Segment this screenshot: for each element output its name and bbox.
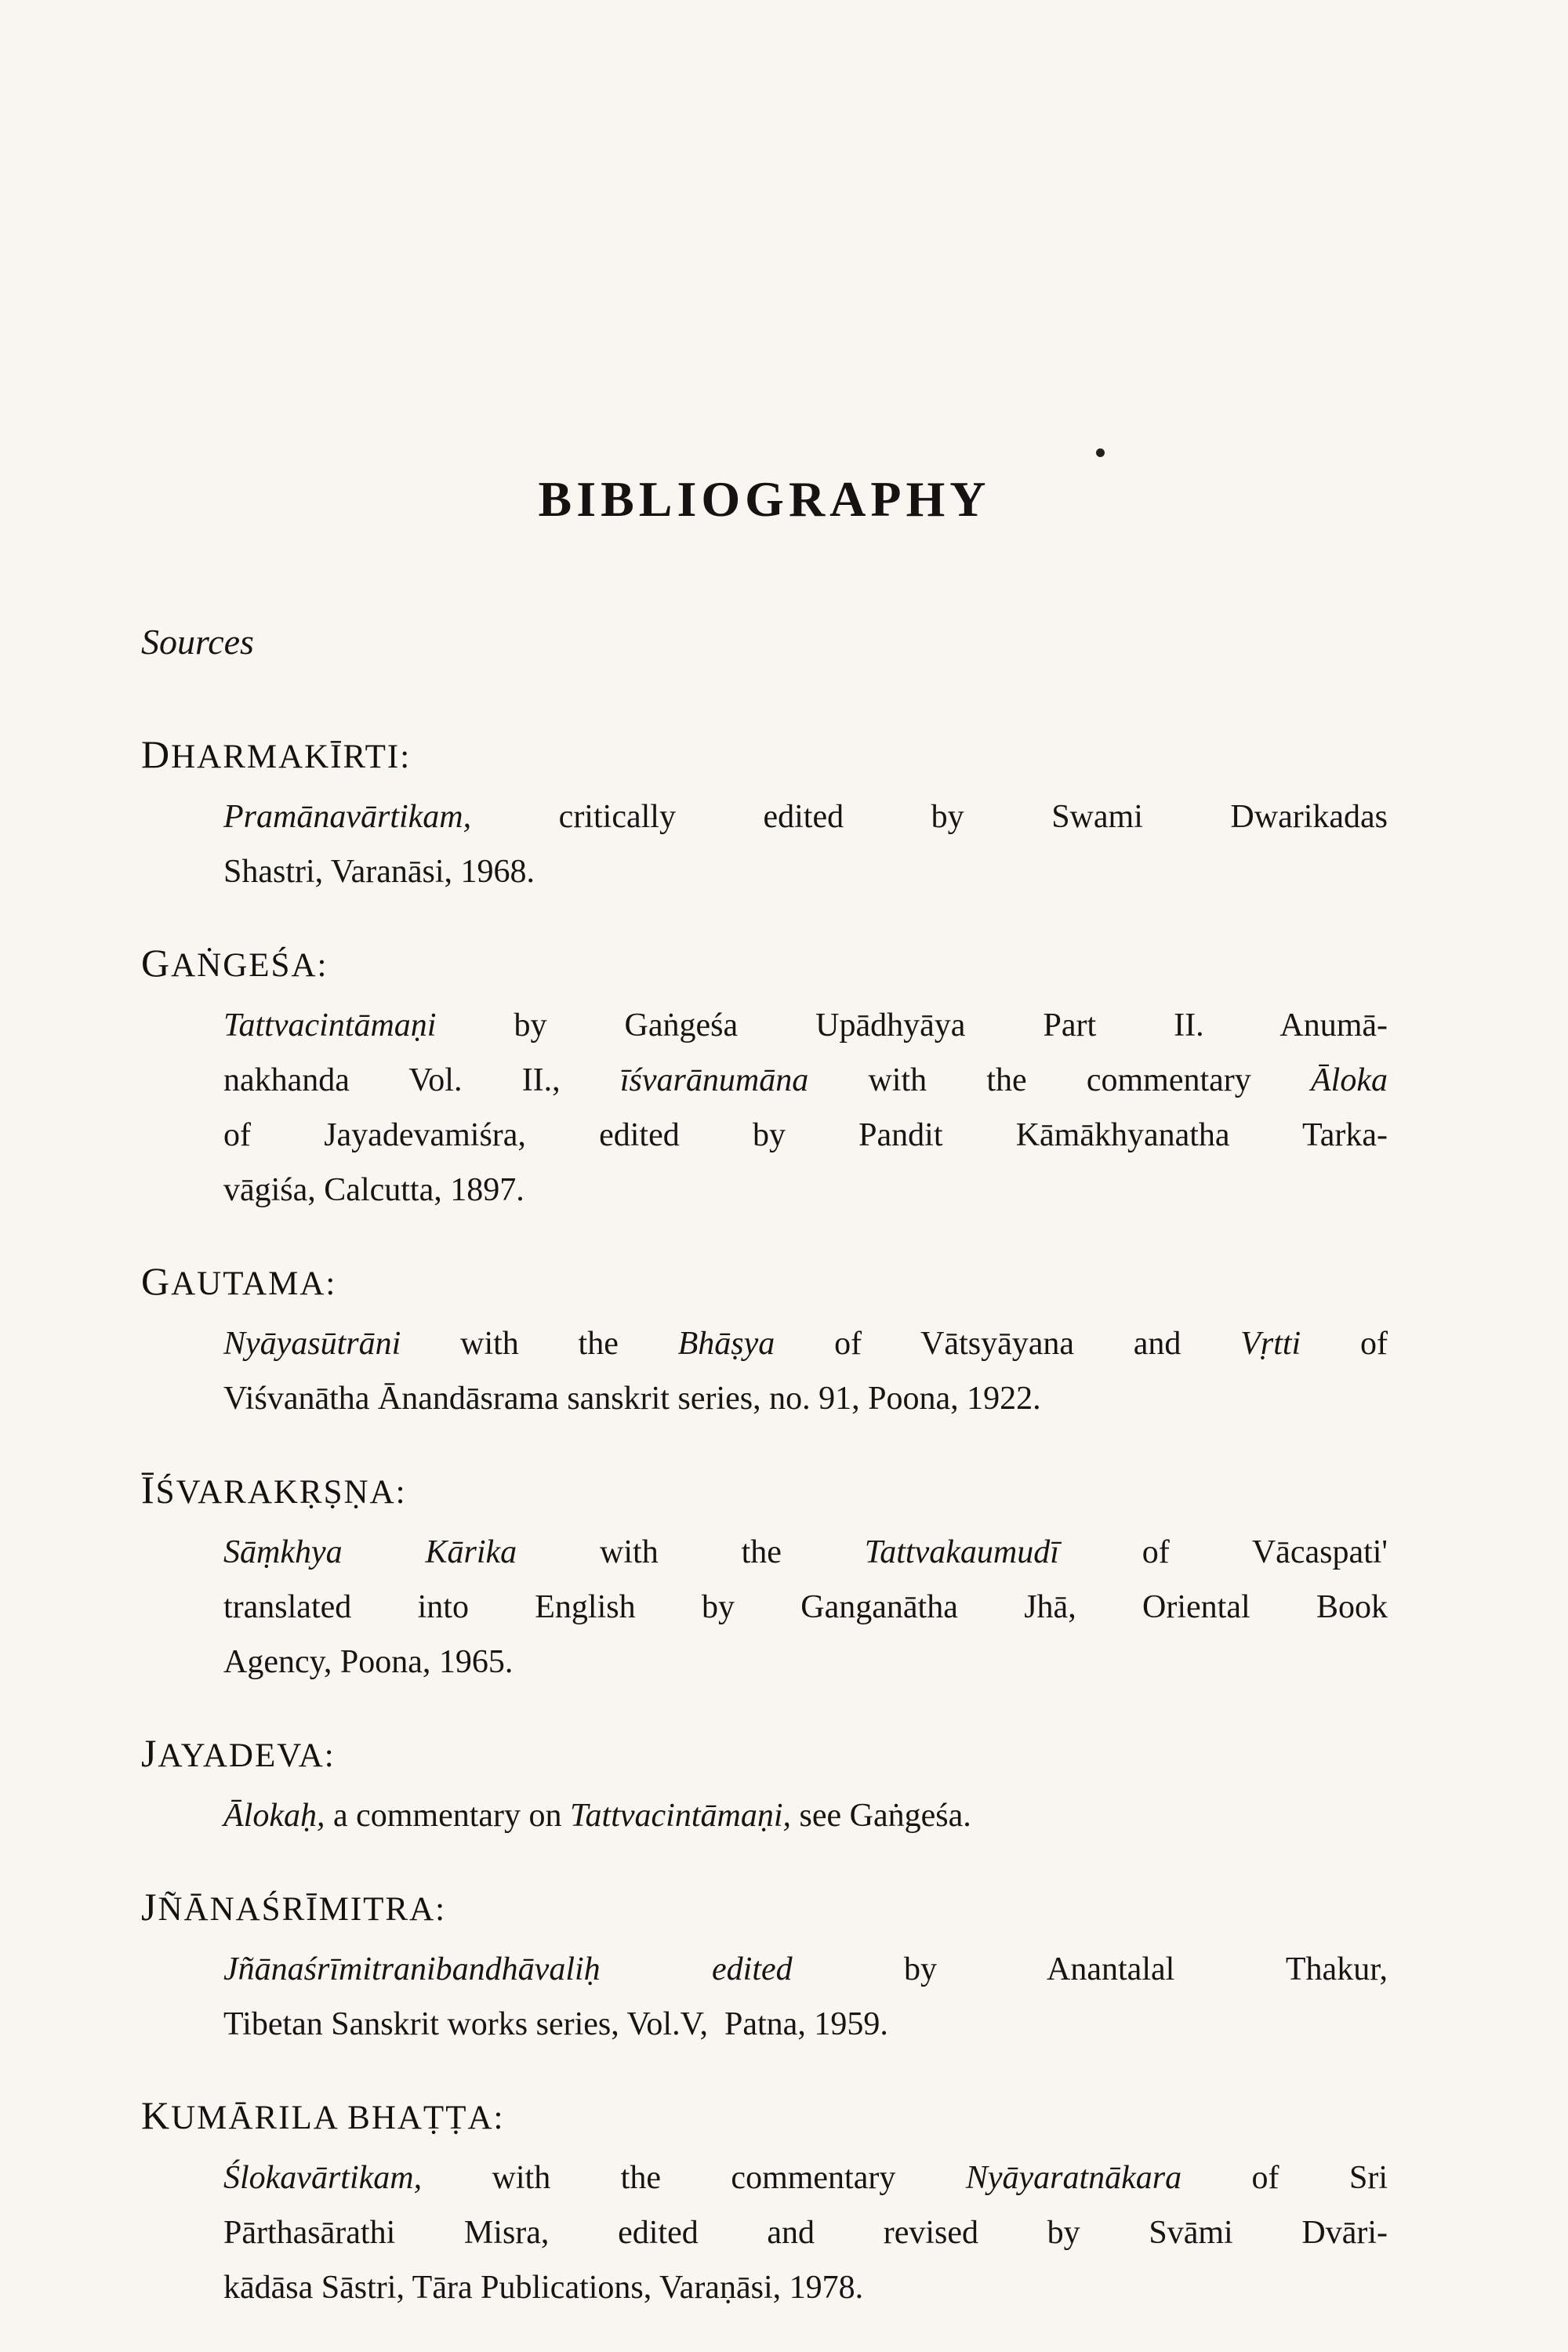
entry-body: [223, 1316, 1388, 1426]
entry-line: Ālokaḥ, a commentary on Tattvacintāmaṇi, see Gaṅgeśa.: [223, 1798, 971, 1834]
bibliography-entry: [141, 731, 1388, 899]
entry-line: nakhanda Vol. II., īśvarānumāna with the commentary Āloka: [223, 1062, 1388, 1098]
entry-line: Agency, Poona, 1965.: [223, 1644, 514, 1680]
entry-line: Tibetan Sanskrit works series, Vol.V, Patna, 1959.: [223, 2006, 888, 2042]
entry-line: kādāsa Sāstri, Tāra Publications, Varaṇāsi, 1978.: [223, 2270, 864, 2306]
page-title: BIBLIOGRAPHY: [538, 471, 991, 527]
entry-line: Jñānaśrīmitranibandhāvaliḥ edited by Anantalal Thakur,: [223, 1951, 1388, 1987]
entry-body: [223, 998, 1388, 1218]
entry-heading: KUMĀRILA BHAṬṬA:: [141, 2093, 505, 2137]
bibliography-entry: [141, 940, 1388, 1218]
entry-line: Pārthasārathi Misra, edited and revised by Svāmi Dvāri-: [223, 2215, 1388, 2251]
bibliography-entry: [141, 2092, 1388, 2315]
entry-line: Nyāyasūtrāni with the Bhāṣya of Vātsyāyana and Vṛtti of: [223, 1326, 1388, 1362]
entry-line: Pramānavārtikam, critically edited by Swami Dwarikadas: [223, 799, 1388, 835]
bibliography-entries: [141, 731, 1388, 2315]
entry-line: Sāṃkhya Kārika with the Tattvakaumudī of Vācaspati': [223, 1534, 1388, 1570]
bibliography-entry: [141, 1258, 1388, 1426]
bibliography-entry: [141, 1884, 1388, 2052]
bibliography-entry: [141, 1730, 1388, 1843]
entry-line: translated into English by Ganganātha Jhā, Oriental Book: [223, 1589, 1388, 1625]
entry-body: [223, 789, 1388, 899]
ink-dot: [1096, 448, 1105, 457]
entry-heading: GAUTAMA:: [141, 1259, 337, 1303]
entry-body: [223, 1788, 1388, 1843]
entry-body: [223, 2151, 1388, 2315]
entry-line: vāgiśa, Calcutta, 1897.: [223, 1172, 524, 1208]
bibliography-entry: [141, 1467, 1388, 1690]
entry-line: Shastri, Varanāsi, 1968.: [223, 854, 535, 890]
entry-line: of Jayadevamiśra, edited by Pandit Kāmākhyanatha Tarka-: [223, 1117, 1388, 1153]
entry-body: [223, 1525, 1388, 1690]
entry-heading: DHARMAKĪRTI:: [141, 732, 412, 776]
entry-heading: GAṄGEŚA:: [141, 941, 328, 985]
entry-line: Ślokavārtikam, with the commentary Nyāyaratnākara of Sri: [223, 2160, 1388, 2196]
entry-line: Viśvanātha Ānandāsrama sanskrit series, no. 91, Poona, 1922.: [223, 1381, 1041, 1417]
entry-heading: JAYADEVA:: [141, 1731, 336, 1775]
entry-line: Tattvacintāmaṇi by Gaṅgeśa Upādhyāya Part II. Anumā-: [223, 1007, 1388, 1044]
entry-heading: ĪŚVARAKṚṢṆA:: [141, 1468, 407, 1512]
section-label: Sources: [141, 622, 254, 662]
entry-heading: JÑĀNAŚRĪMITRA:: [141, 1885, 447, 1929]
entry-body: [223, 1942, 1388, 2052]
